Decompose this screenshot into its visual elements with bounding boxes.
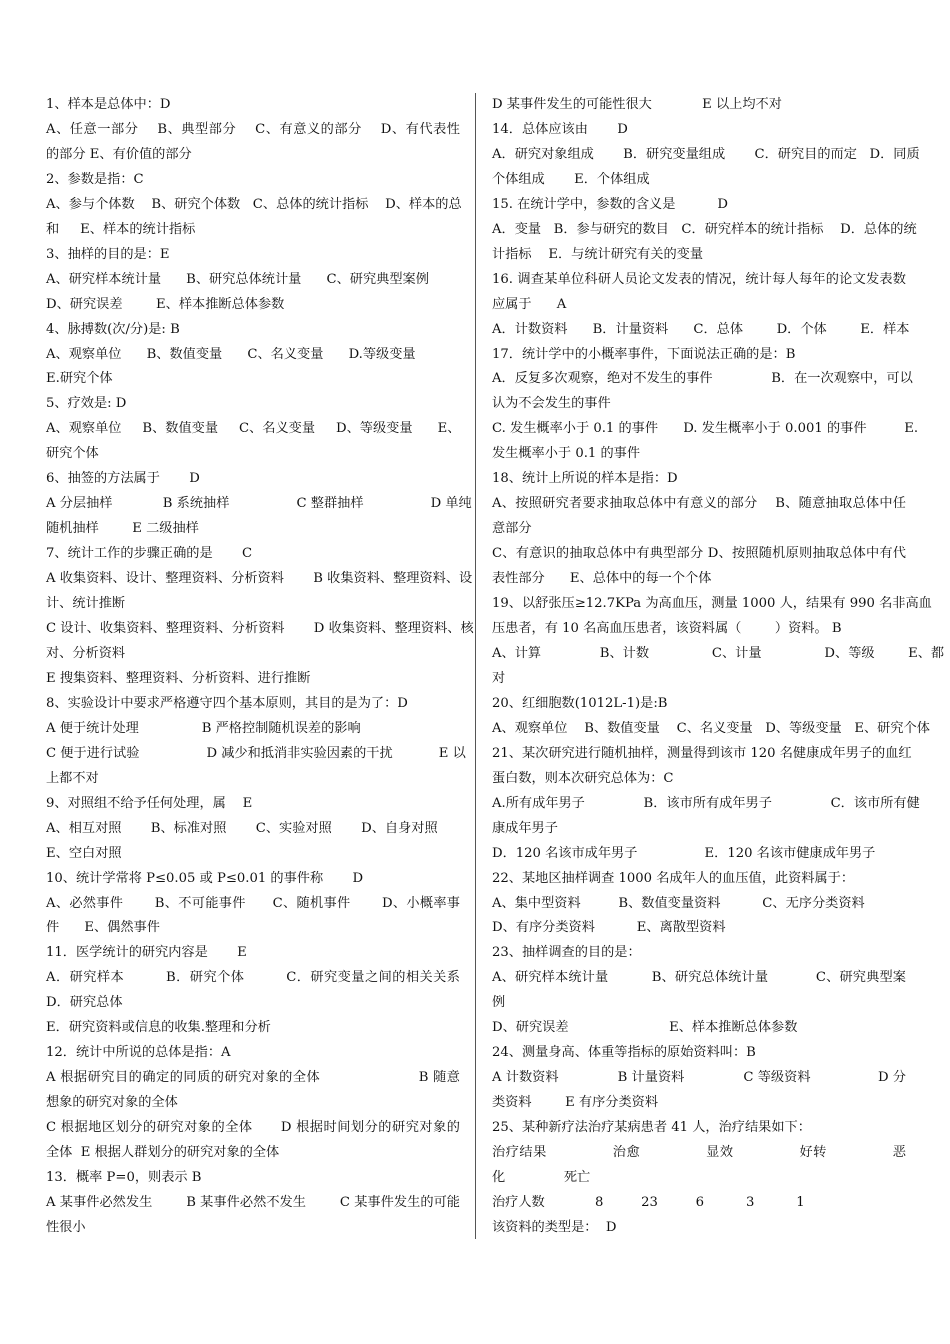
text-line: 压患者，有 10 名高血压患者，该资料属（ ）资料。 B [492,621,842,637]
text-line: 该资料的类型是： D [492,1219,617,1235]
text-line: 20、红细胞数(1012L-1)是:B [492,695,668,711]
text-line: A 收集资料、设计、整理资料、分析资料 B 收集资料、整理资料、设 [46,571,473,587]
text-line: 治疗结果 治愈 显效 好转 恶 [492,1145,906,1161]
text-line: A、观察单位 B、数值变量 C、名义变量 D、等级变量 E、研究个体 [492,720,930,736]
text-line: 15. 在统计学中，参数的含义是 D [492,196,728,212]
text-line: 件 E、偶然事件 [46,920,160,936]
text-line: C 根据地区划分的研究对象的全体 D 根据时间划分的研究对象的 [46,1120,460,1136]
text-line: A．变量 B．参与研究的数目 C．研究样本的统计指标 D．总体的统 [492,221,917,237]
text-line: 想象的研究对象的全体 [46,1095,178,1111]
text-line: 发生概率小于 0.1 的事件 [492,446,641,462]
text-line: A、计算 B、计数 C、计量 D、等级 E、都 [492,645,945,661]
text-line: 19、以舒张压≥12.7KPa 为高血压，测量 1000 人，结果有 990 名非高血 [492,596,932,612]
text-line: 4、脉搏数(次/分)是: B [46,321,180,337]
text-line: 5、疗效是: D [46,396,127,412]
text-line: 3、抽样的目的是：E [46,246,170,262]
text-line: 11．医学统计的研究内容是 E [46,945,247,961]
text-line: 14．总体应该由 D [492,121,628,137]
text-line: D．120 名该市成年男子 E．120 名该市健康成年男子 [492,845,876,861]
text-line: A．计数资料 B．计量资料 C．总体 D．个体 E．样本 [492,321,910,337]
text-line: 认为不会发生的事件 [492,396,611,412]
text-line: 13．概率 P=0，则表示 B [46,1169,202,1185]
text-line: A、相互对照 B、标准对照 C、实验对照 D、自身对照 [46,820,438,836]
text-line: 表性部分 E、总体中的每一个个体 [492,571,712,587]
text-line: A 某事件必然发生 B 某事件必然不发生 C 某事件发生的可能 [46,1194,460,1210]
text-line: 16. 调查某单位科研人员论文发表的情况，统计每人每年的论文发表数 [492,271,906,287]
text-line: 蛋白数，则本次研究总体为：C [492,770,674,786]
text-line: C 设计、收集资料、整理资料、分析资料 D 收集资料、整理资料、核 [46,621,474,637]
text-line: D．研究总体 [46,995,123,1011]
text-line: C 便于进行试验 D 减少和抵消非实验因素的干扰 E 以 [46,745,466,761]
text-line: 6、抽签的方法属于 D [46,471,200,487]
left-column [46,93,474,1241]
text-line: C. 发生概率小于 0.1 的事件 D. 发生概率小于 0.001 的事件 E. [492,421,919,437]
text-line: 康成年男子 [492,820,558,836]
text-line: D、有序分类资料 E、离散型资料 [492,920,726,936]
text-line: A、观察单位 B、数值变量 C、名义变量 D、等级变量 E、 [46,421,461,437]
text-line: 和 E、样本的统计指标 [46,221,196,237]
text-line: 8、实验设计中要求严格遵守四个基本原则，其目的是为了：D [46,695,408,711]
text-line: 随机抽样 E 二级抽样 [46,521,199,537]
text-line: 2、参数是指：C [46,171,144,187]
text-line: 对 [492,670,506,686]
right-column [492,93,945,1241]
text-line: 24、测量身高、体重等指标的原始资料叫：B [492,1045,756,1061]
text-line: 意部分 [492,521,532,537]
text-line: 25、某种新疗法治疗某病患者 41 人，治疗结果如下： [492,1120,811,1136]
text-line: E．研究资料或信息的收集.整理和分析 [46,1020,271,1036]
text-line: A．反复多次观察，绝对不发生的事件 B．在一次观察中，可以 [492,371,913,387]
text-line: 的部分 E、有价值的部分 [46,146,192,162]
text-line: 计指标 E．与统计研究有关的变量 [492,246,704,262]
text-line: A 分层抽样 B 系统抽样 C 整群抽样 D 单纯 [46,496,472,512]
text-line: A、任意一部分 B、典型部分 C、有意义的部分 D、有代表性 [46,121,460,137]
text-line: E.研究个体 [46,371,113,387]
text-line: 10、统计学常将 P≤0.05 或 P≤0.01 的事件称 D [46,870,364,886]
text-line: 1、样本是总体中：D [46,97,171,112]
text-line: A、研究样本统计量 B、研究总体统计量 C、研究典型案 [492,970,906,986]
text-line: A 根据研究目的确定的同质的研究对象的全体 B 随意 [46,1070,460,1086]
text-line: 治疗人数 8 23 6 3 1 [492,1194,805,1210]
text-line: D 某事件发生的可能性很大 E 以上均不对 [492,97,782,112]
text-line: 22、某地区抽样调查 1000 名成年人的血压值，此资料属于： [492,870,855,886]
text-line: 例 [492,995,506,1011]
text-line: C、有意识的抽取总体中有典型部分 D、按照随机原则抽取总体中有代 [492,546,906,562]
text-line: D、研究误差 E、样本推断总体参数 [492,1020,798,1036]
text-line: A、研究样本统计量 B、研究总体统计量 C、研究典型案例 [46,271,429,287]
text-line: 17．统计学中的小概率事件，下面说法正确的是：B [492,346,796,362]
text-line: 23、抽样调查的目的是： [492,945,641,961]
text-line: 7、统计工作的步骤正确的是 C [46,546,253,562]
text-line: A.所有成年男子 B．该市所有成年男子 C．该市所有健 [492,795,920,811]
text-line: E 搜集资料、整理资料、分析资料、进行推断 [46,670,311,686]
text-line: D、研究误差 E、样本推断总体参数 [46,296,285,312]
text-line: 化 死亡 [492,1169,591,1185]
text-line: 9、对照组不给予任何处理，属 E [46,795,253,811]
text-line: 应属于 A [492,296,567,312]
text-line: 21、某次研究进行随机抽样，测量得到该市 120 名健康成年男子的血红 [492,745,912,761]
text-line: 类资料 E 有序分类资料 [492,1095,659,1111]
text-line: 研究个体 [46,446,99,462]
text-line: 对、分析资料 [46,645,126,661]
text-line: 计、统计推断 [46,596,126,612]
text-line: 12．统计中所说的总体是指：A [46,1045,231,1061]
text-line: A、集中型资料 B、数值变量资料 C、无序分类资料 [492,895,865,911]
text-line: A．研究对象组成 B．研究变量组成 C．研究目的而定 D．同质 [492,146,920,162]
text-line: A、必然事件 B、不可能事件 C、随机事件 D、小概率事 [46,895,460,911]
text-line: A、参与个体数 B、研究个体数 C、总体的统计指标 D、样本的总 [46,196,462,212]
text-line: A 便于统计处理 B 严格控制随机误差的影响 [46,720,361,736]
column-divider [475,93,476,1239]
text-line: 全体 E 根据人群划分的研究对象的全体 [46,1145,280,1161]
text-line: 18、统计上所说的样本是指：D [492,471,678,487]
text-line: 性很小 [46,1219,86,1235]
text-line: E、空白对照 [46,845,122,861]
text-line: A、按照研究者要求抽取总体中有意义的部分 B、随意抽取总体中任 [492,496,906,512]
text-line: 上都不对 [46,770,99,786]
text-line: 个体组成 E．个体组成 [492,171,650,187]
text-line: A 计数资料 B 计量资料 C 等级资料 D 分 [492,1070,906,1086]
text-line: A．研究样本 B．研究个体 C．研究变量之间的相关关系 [46,970,460,986]
text-line: A、观察单位 B、数值变量 C、名义变量 D.等级变量 [46,346,416,362]
